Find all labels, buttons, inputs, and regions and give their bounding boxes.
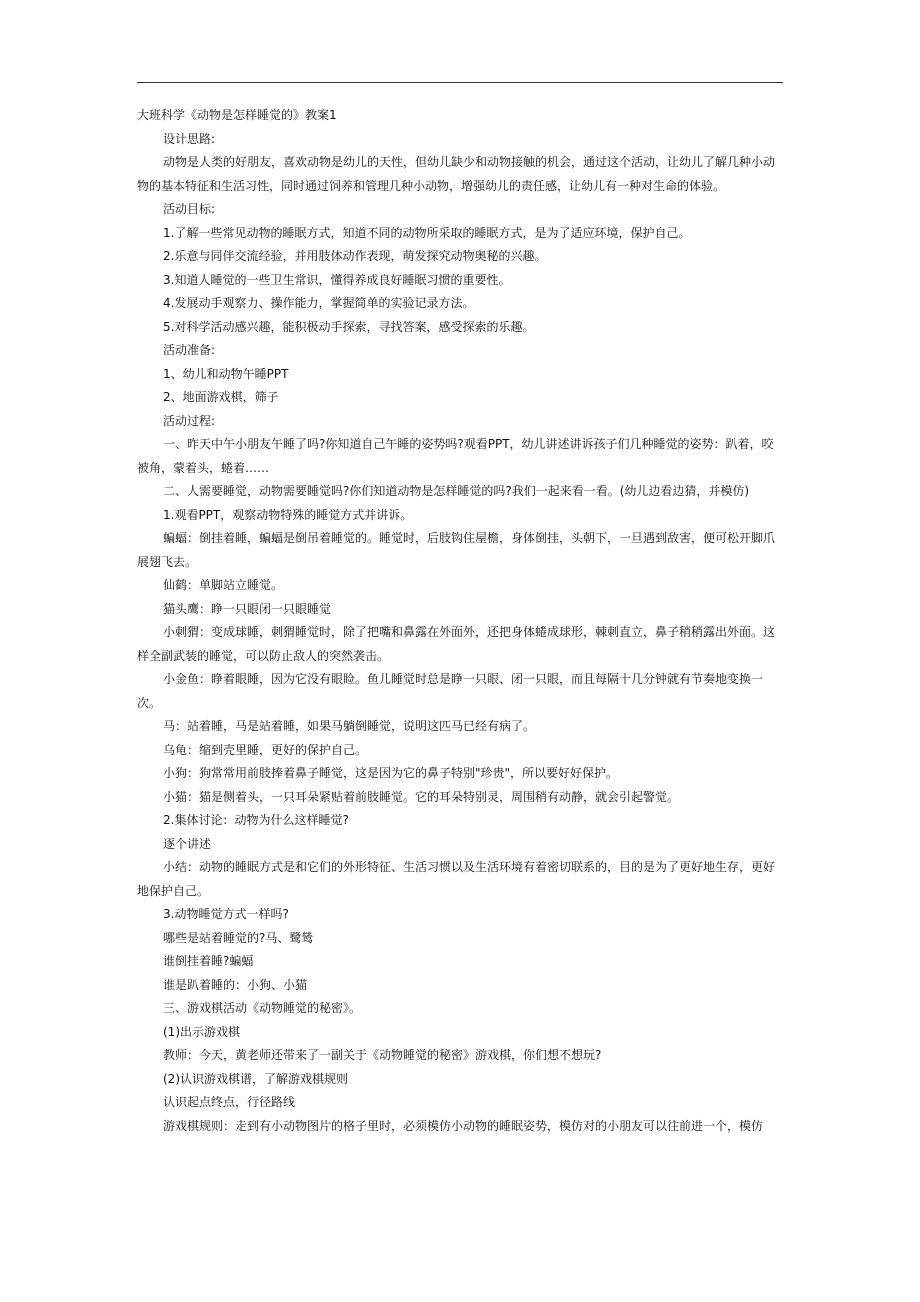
paragraph: 逐个讲述 (163, 836, 212, 851)
paragraph: 2.集体讨论：动物为什么这样睡觉? (163, 813, 349, 827)
paragraph: 小结：动物的睡眠方式是和它们的外形特征、生活习惯以及生活环境有着密切联系的，目的是为了更好地生存，更好地保护自己。 (137, 860, 776, 898)
paragraph: 1、幼儿和动物午睡PPT (163, 366, 289, 381)
paragraph: 活动目标: (163, 202, 216, 216)
document-body (137, 104, 785, 1138)
paragraph: 游戏棋规则：走到有小动物图片的格子里时，必须模仿小动物的睡眠姿势，模仿对的小朋友可以往前进一个，模仿 (163, 1118, 764, 1133)
paragraph: 蝙蝠：倒挂着睡，蝙蝠是倒吊着睡觉的。睡觉时，后肢钩住屋檐，身体倒挂，头朝下，一旦遇到敌害，便可松开脚爪展翅飞去。 (137, 531, 776, 569)
paragraph: 1.观看PPT，观察动物特殊的睡觉方式并讲诉。 (163, 507, 413, 522)
paragraph: 动物是人类的好朋友，喜欢动物是幼儿的天性，但幼儿缺少和动物接触的机会，通过这个活动，让幼儿了解几种小动物的基本特征和生活习性，同时通过饲养和管理几种小动物，增强幼儿的责任感，让幼儿有一种对生命的体验。 (137, 155, 776, 193)
paragraph: 三、游戏棋活动《动物睡觉的秘密》。 (163, 1001, 362, 1015)
paragraph: (1)出示游戏棋 (163, 1024, 240, 1039)
paragraph: 马：站着睡，马是站着睡，如果马躺倒睡觉，说明这匹马已经有病了。 (163, 719, 536, 733)
paragraph: 5.对科学活动感兴趣，能积极动手探索，寻找答案，感受探索的乐趣。 (163, 319, 535, 334)
paragraph: 3.知道人睡觉的一些卫生常识，懂得养成良好睡眠习惯的重要性。 (163, 272, 511, 287)
paragraph: 小狗：狗常常用前肢捧着鼻子睡觉，这是因为它的鼻子特别"珍贵"，所以要好好保护。 (163, 766, 619, 780)
document-title: 大班科学《动物是怎样睡觉的》教案1 (137, 108, 337, 122)
paragraph: 1.了解一些常见动物的睡眠方式，知道不同的动物所采取的睡眠方式，是为了适应环境，保护自己。 (163, 225, 691, 240)
paragraph: 4.发展动手观察力、操作能力，掌握简单的实验记录方法。 (163, 296, 475, 310)
paragraph: 3.动物睡觉方式一样吗? (163, 907, 289, 921)
paragraph: 教师：今天，黄老师还带来了一副关于《动物睡觉的秘密》游戏棋，你们想不想玩? (163, 1048, 602, 1062)
paragraph: 谁倒挂着睡?蝙蝠 (163, 954, 254, 968)
paragraph: (2)认识游戏棋谱，了解游戏棋规则 (163, 1071, 348, 1086)
paragraph: 认识起点终点，行径路线 (163, 1095, 296, 1109)
paragraph: 2.乐意与同伴交流经验，并用肢体动作表现，萌发探究动物奥秘的兴趣。 (163, 249, 547, 263)
paragraph: 二、人需要睡觉，动物需要睡觉吗?你们知道动物是怎样睡觉的吗?我们一起来看一看。(幼儿边看边猜，并模仿) (163, 484, 750, 498)
paragraph: 小猫：猫是侧着头，一只耳朵紧贴着前肢睡觉。它的耳朵特别灵，周围稍有动静，就会引起警觉。 (163, 789, 680, 804)
paragraph: 活动准备: (163, 343, 216, 357)
paragraph: 活动过程: (163, 413, 216, 428)
paragraph: 一、昨天中午小朋友午睡了吗?你知道自己午睡的姿势吗?观看PPT，幼儿讲述讲诉孩子们几种睡觉的姿势：趴着，咬被角，蒙着头，蜷着…… (137, 437, 774, 475)
paragraph-list (137, 128, 785, 1139)
paragraph: 猫头鹰：睁一只眼闭一只眼睡觉 (163, 601, 332, 616)
header-rule (137, 82, 783, 83)
paragraph: 设计思路: (163, 131, 216, 146)
paragraph: 乌龟：缩到壳里睡，更好的保护自己。 (163, 742, 368, 757)
paragraph: 2、地面游戏棋，筛子 (163, 390, 279, 404)
paragraph: 小刺猬：变成球睡，刺猬睡觉时，除了把嘴和鼻露在外面外，还把身体蜷成球形，棘刺直立，鼻子稍稍露出外面。这样全副武装的睡觉，可以防止敌人的突然袭击。 (137, 625, 776, 663)
paragraph: 谁是趴着睡的：小狗、小猫 (163, 977, 308, 992)
paragraph: 小金鱼：睁着眼睡，因为它没有眼睑。鱼儿睡觉时总是睁一只眼、闭一只眼，而且每隔十几分钟就有节奏地变换一次。 (137, 672, 764, 710)
paragraph: 哪些是站着睡觉的?马、鹭鸶 (163, 930, 314, 945)
paragraph: 仙鹤：单脚站立睡觉。 (163, 578, 284, 592)
